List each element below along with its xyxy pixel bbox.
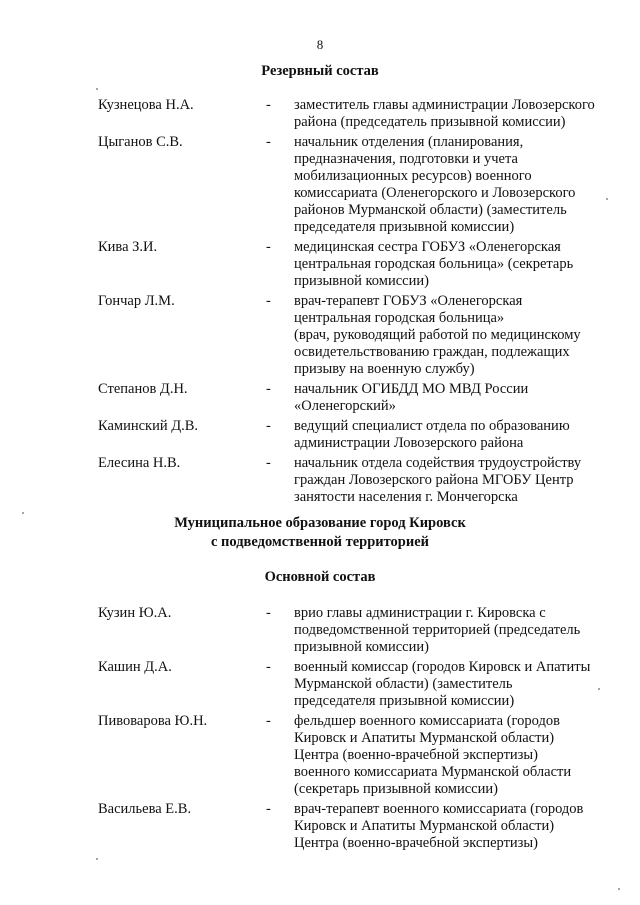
member-name: Кузнецова Н.А. — [98, 97, 194, 113]
member-name: Пивоварова Ю.Н. — [98, 713, 208, 729]
member-entry — [0, 97, 640, 131]
member-dash: - — [266, 239, 271, 255]
member-entry — [0, 293, 640, 378]
member-entry — [0, 455, 640, 506]
member-dash: - — [266, 97, 271, 113]
member-role: врач-терапевт ГОБУЗ «Оленегорская центральная городская больница» (врач, руководящий работой по медицинскому освидетельствованию граждан, подлежащих призыву на военную службу) — [294, 293, 581, 377]
member-dash: - — [266, 605, 271, 621]
member-role: военный комиссар (городов Кировск и Апатиты Мурманской области) (заместитель председателя призывной комиссии) — [294, 659, 591, 709]
member-name: Цыганов С.В. — [98, 134, 183, 150]
scan-speck — [618, 888, 620, 890]
member-name: Степанов Д.Н. — [98, 381, 188, 397]
member-dash: - — [266, 381, 271, 397]
member-name: Васильева Е.В. — [98, 801, 192, 817]
member-entry — [0, 659, 640, 710]
member-name: Кива З.И. — [98, 239, 158, 255]
member-name: Каминский Д.В. — [98, 418, 199, 434]
member-dash: - — [266, 801, 271, 817]
member-name: Кузин Ю.А. — [98, 605, 172, 621]
member-entry — [0, 418, 640, 452]
member-role: начальник отделения (планирования, предназначения, подготовки и учета мобилизационных ресурсов) военного комиссариата (Оленегорского и Ловозерского районов Мурманской области) (заместитель председателя призывной комиссии) — [294, 134, 576, 235]
member-role: начальник отдела содействия трудоустройству граждан Ловозерского района МГОБУ Центр занятости населения г. Мончегорска — [294, 455, 582, 505]
member-dash: - — [266, 713, 271, 729]
main-members-list — [0, 605, 640, 852]
member-role: начальник ОГИБДД МО МВД России «Оленегорский» — [294, 381, 529, 414]
municipality-heading — [0, 514, 640, 552]
scan-speck — [96, 88, 98, 90]
member-entry — [0, 134, 640, 236]
member-entry — [0, 605, 640, 656]
municipality-line-1: Муниципальное образование город Кировск — [174, 515, 466, 531]
member-role: врач-терапевт военного комиссариата (городов Кировск и Апатиты Мурманской области) Центра (военно-врачебной экспертизы) — [294, 801, 584, 851]
page-number: 8 — [316, 37, 324, 52]
scan-speck — [598, 688, 600, 690]
member-entry — [0, 381, 640, 415]
member-role: врио главы администрации г. Кировска с подведомственной территорией (председатель призывной комиссии) — [294, 605, 581, 655]
member-dash: - — [266, 659, 271, 675]
member-entry — [0, 239, 640, 290]
member-name: Кашин Д.А. — [98, 659, 172, 675]
member-dash: - — [266, 134, 271, 150]
member-role: медицинская сестра ГОБУЗ «Оленегорская центральная городская больница» (секретарь призывной комиссии) — [294, 239, 574, 289]
scan-speck — [96, 858, 98, 860]
member-role: ведущий специалист отдела по образованию администрации Ловозерского района — [294, 418, 570, 451]
member-role: фельдшер военного комиссариата (городов Кировск и Апатиты Мурманской области) Центра (военно-врачебной экспертизы) военного комиссариата Мурманской области (секретарь призывной комиссии) — [294, 713, 572, 797]
section-title-reserve: Резервный состав — [261, 63, 379, 79]
member-role: заместитель главы администрации Ловозерского района (председатель призывной комиссии) — [294, 97, 595, 130]
member-dash: - — [266, 293, 271, 309]
reserve-members-list — [0, 97, 640, 506]
scan-speck — [22, 512, 24, 514]
member-dash: - — [266, 418, 271, 434]
member-entry — [0, 713, 640, 798]
municipality-line-2: с подведомственной территорией — [210, 534, 430, 550]
member-entry — [0, 801, 640, 852]
member-name: Гончар Л.М. — [98, 293, 175, 309]
scan-speck — [606, 198, 608, 200]
member-dash: - — [266, 455, 271, 471]
member-name: Елесина Н.В. — [98, 455, 181, 471]
section-title-main: Основной состав — [264, 569, 376, 585]
